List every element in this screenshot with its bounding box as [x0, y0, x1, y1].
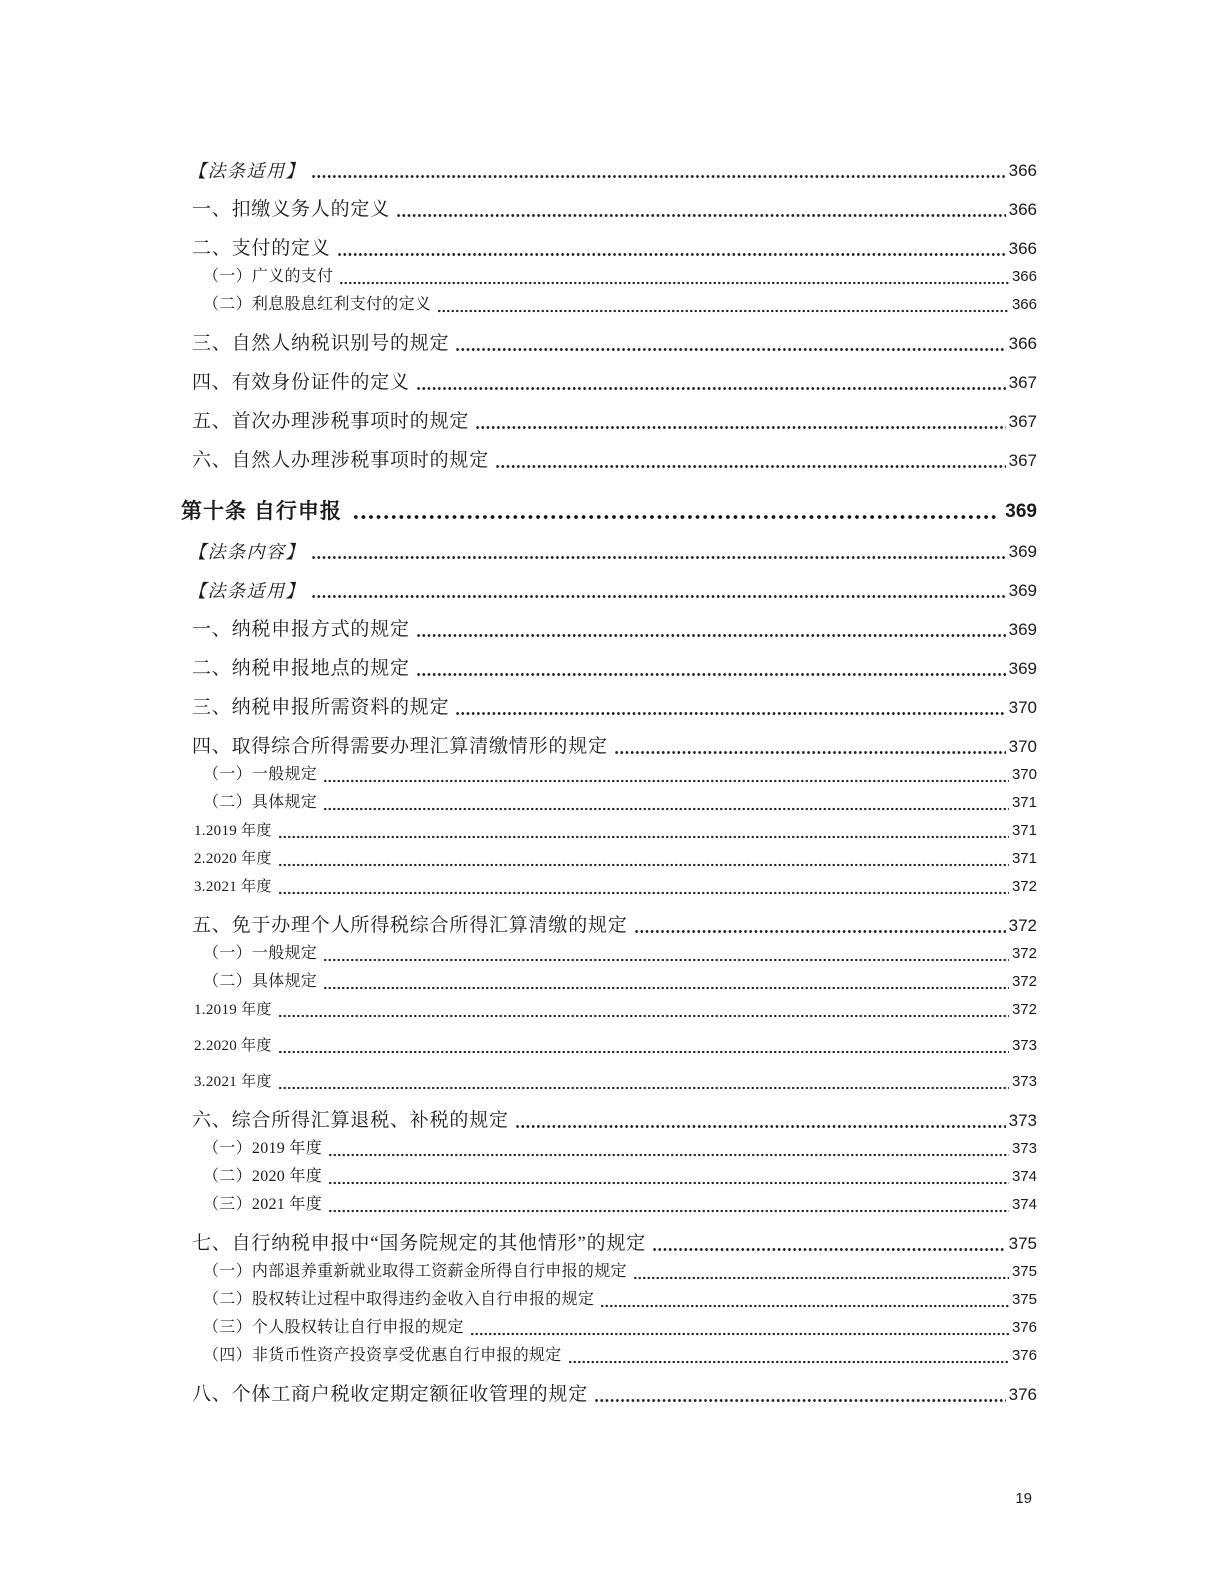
toc-entry [181, 1381, 1037, 1409]
dot-leader [352, 514, 999, 520]
toc-entry [181, 996, 1037, 1024]
dot-leader [594, 1398, 1006, 1403]
toc-list [181, 146, 1037, 1409]
toc-entry [181, 1135, 1037, 1163]
toc-entry-page: 366 [1008, 334, 1037, 353]
toc-entry-label: 二、纳税申报地点的规定 [192, 658, 410, 679]
toc-entry [181, 538, 1037, 566]
toc-entry-page: 369 [1008, 659, 1037, 678]
dot-leader [328, 1209, 1009, 1213]
toc-entry-page: 369 [1005, 501, 1037, 522]
toc-entry [181, 330, 1037, 358]
toc-entry-page: 366 [1011, 296, 1037, 313]
dot-leader [495, 464, 1006, 469]
toc-entry [181, 157, 1037, 185]
toc-entry-page: 372 [1008, 916, 1037, 935]
toc-entry-label: 【法条适用】 [188, 581, 305, 601]
toc-entry-label: 四、取得综合所得需要办理汇算清缴情形的规定 [192, 736, 608, 757]
dot-leader [515, 1124, 1006, 1129]
toc-entry-page: 366 [1008, 239, 1037, 258]
toc-entry-page: 369 [1008, 620, 1037, 639]
toc-entry-page: 373 [1011, 1140, 1037, 1157]
dot-leader [311, 555, 1006, 560]
toc-entry [181, 817, 1037, 845]
toc-entry [181, 789, 1037, 817]
toc-entry-label: 1.2019 年度 [194, 1002, 272, 1018]
toc-entry [181, 369, 1037, 397]
toc-entry-label: （二）利息股息红利支付的定义 [203, 296, 432, 313]
dot-leader [311, 174, 1006, 179]
toc-entry-page: 366 [1008, 200, 1037, 219]
toc-entry [181, 291, 1037, 319]
dot-leader [278, 1014, 1009, 1018]
toc-entry-page: 367 [1008, 373, 1037, 392]
toc-entry-page: 369 [1008, 581, 1037, 600]
toc-entry-page: 371 [1011, 794, 1037, 811]
dot-leader [568, 1360, 1009, 1364]
toc-entry-page: 372 [1011, 878, 1037, 895]
toc-entry-label: 2.2020 年度 [194, 1038, 272, 1054]
dot-leader [455, 347, 1005, 352]
toc-entry-label: （二）股权转让过程中取得违约金收入自行申报的规定 [203, 1291, 595, 1308]
toc-entry [181, 1107, 1037, 1135]
dot-leader [470, 1332, 1009, 1336]
toc-entry [181, 1068, 1037, 1096]
toc-entry-page: 376 [1011, 1319, 1037, 1336]
toc-entry-label: 一、扣缴义务人的定义 [192, 199, 391, 220]
toc-entry-label: （四）非货币性资产投资享受优惠自行申报的规定 [203, 1347, 562, 1364]
dot-leader [600, 1304, 1009, 1308]
toc-entry-page: 373 [1011, 1073, 1037, 1090]
toc-entry-page: 367 [1008, 412, 1037, 431]
dot-leader [278, 891, 1009, 895]
dot-leader [396, 213, 1006, 218]
toc-entry-label: 【法条适用】 [188, 161, 305, 181]
toc-entry [181, 968, 1037, 996]
toc-entry-label: 三、纳税申报所需资料的规定 [192, 697, 450, 718]
toc-entry [181, 761, 1037, 789]
toc-entry-page: 366 [1011, 268, 1037, 285]
toc-entry-label: 3.2021 年度 [194, 1074, 272, 1090]
toc-entry-label: 三、自然人纳税识别号的规定 [192, 333, 450, 354]
toc-entry-label: 五、免于办理个人所得税综合所得汇算清缴的规定 [192, 915, 628, 936]
dot-leader [278, 1086, 1009, 1090]
toc-entry-label: （三）2021 年度 [203, 1196, 323, 1213]
dot-leader [416, 672, 1006, 677]
toc-entry-label: （一）一般规定 [203, 945, 318, 962]
footer-page-number: 19 [1015, 1490, 1032, 1507]
dot-leader [323, 986, 1009, 990]
toc-entry-page: 366 [1008, 161, 1037, 180]
toc-entry [181, 408, 1037, 436]
toc-entry [181, 1258, 1037, 1286]
dot-leader [437, 309, 1009, 313]
toc-entry-page: 372 [1011, 1001, 1037, 1018]
dot-leader [328, 1153, 1009, 1157]
toc-entry [181, 235, 1037, 263]
dot-leader [323, 958, 1009, 962]
dot-leader [416, 633, 1006, 638]
toc-entry [181, 873, 1037, 901]
toc-entry [181, 1032, 1037, 1060]
toc-entry [181, 1230, 1037, 1258]
toc-entry-page: 374 [1011, 1168, 1037, 1185]
dot-leader [328, 1181, 1009, 1185]
dot-leader [278, 1050, 1009, 1054]
toc-entry-label: 3.2021 年度 [194, 879, 272, 895]
dot-leader [633, 1276, 1009, 1280]
toc-entry [181, 1163, 1037, 1191]
toc-entry-page: 375 [1011, 1263, 1037, 1280]
toc-entry-label: （一）一般规定 [203, 766, 318, 783]
toc-entry [181, 733, 1037, 761]
toc-entry-page: 376 [1008, 1385, 1037, 1404]
toc-entry-page: 376 [1011, 1347, 1037, 1364]
toc-entry-page: 370 [1008, 698, 1037, 717]
dot-leader [337, 252, 1006, 257]
dot-leader [475, 425, 1005, 430]
toc-entry [181, 940, 1037, 968]
toc-entry [181, 616, 1037, 644]
toc-entry [181, 694, 1037, 722]
toc-entry-page: 375 [1008, 1234, 1037, 1253]
toc-entry-label: 六、综合所得汇算退税、补税的规定 [192, 1110, 509, 1131]
toc-entry-label: 2.2020 年度 [194, 851, 272, 867]
toc-entry-page: 372 [1011, 973, 1037, 990]
toc-entry [181, 196, 1037, 224]
toc-entry-label: 【法条内容】 [188, 542, 305, 562]
toc-entry [181, 655, 1037, 683]
toc-entry-page: 370 [1008, 737, 1037, 756]
dot-leader [311, 594, 1006, 599]
toc-entry-label: （一）广义的支付 [203, 268, 334, 285]
toc-entry-page: 370 [1011, 766, 1037, 783]
toc-entry-label: （二）具体规定 [203, 973, 318, 990]
toc-entry-page: 374 [1011, 1196, 1037, 1213]
toc-entry-label: 七、自行纳税申报中“国务院规定的其他情形”的规定 [192, 1233, 647, 1254]
toc-entry [181, 263, 1037, 291]
dot-leader [614, 750, 1006, 755]
toc-entry-page: 372 [1011, 945, 1037, 962]
toc-entry [181, 1286, 1037, 1314]
toc-entry [181, 845, 1037, 873]
dot-leader [455, 711, 1005, 716]
dot-leader [323, 779, 1009, 783]
toc-entry [181, 912, 1037, 940]
dot-leader [278, 835, 1009, 839]
toc-entry-page: 375 [1011, 1291, 1037, 1308]
toc-entry-page: 371 [1011, 822, 1037, 839]
toc-entry-label: （一）内部退养重新就业取得工资薪金所得自行申报的规定 [203, 1263, 627, 1280]
toc-entry-page: 373 [1011, 1037, 1037, 1054]
dot-leader [652, 1247, 1006, 1252]
toc-entry [181, 447, 1037, 475]
toc-entry [181, 497, 1037, 527]
toc-entry-page: 369 [1008, 542, 1037, 561]
dot-leader [339, 281, 1009, 285]
toc-entry-page: 367 [1008, 451, 1037, 470]
toc-entry-label: 五、首次办理涉税事项时的规定 [192, 411, 470, 432]
toc-entry-label: 六、自然人办理涉税事项时的规定 [192, 450, 490, 471]
toc-entry-label: （二）2020 年度 [203, 1168, 323, 1185]
toc-entry-label: （二）具体规定 [203, 794, 318, 811]
toc-entry [181, 1314, 1037, 1342]
toc-entry-page: 373 [1008, 1111, 1037, 1130]
toc-entry-label: 四、有效身份证件的定义 [192, 372, 410, 393]
toc-entry [181, 577, 1037, 605]
page-footer [1015, 1490, 1032, 1507]
toc-entry-page: 371 [1011, 850, 1037, 867]
toc-entry-label: （三）个人股权转让自行申报的规定 [203, 1319, 464, 1336]
toc-entry [181, 1191, 1037, 1219]
toc-entry [181, 1342, 1037, 1370]
toc-entry-label: （一）2019 年度 [203, 1140, 323, 1157]
toc-entry-label: 八、个体工商户税收定期定额征收管理的规定 [192, 1384, 589, 1405]
dot-leader [634, 929, 1006, 934]
toc-entry-label: 1.2019 年度 [194, 823, 272, 839]
toc-entry-label: 一、纳税申报方式的规定 [192, 619, 410, 640]
dot-leader [278, 863, 1009, 867]
toc-entry-label: 二、支付的定义 [192, 238, 331, 259]
dot-leader [323, 807, 1009, 811]
dot-leader [416, 386, 1006, 391]
toc-entry-label: 第十条 自行申报 [181, 500, 342, 523]
